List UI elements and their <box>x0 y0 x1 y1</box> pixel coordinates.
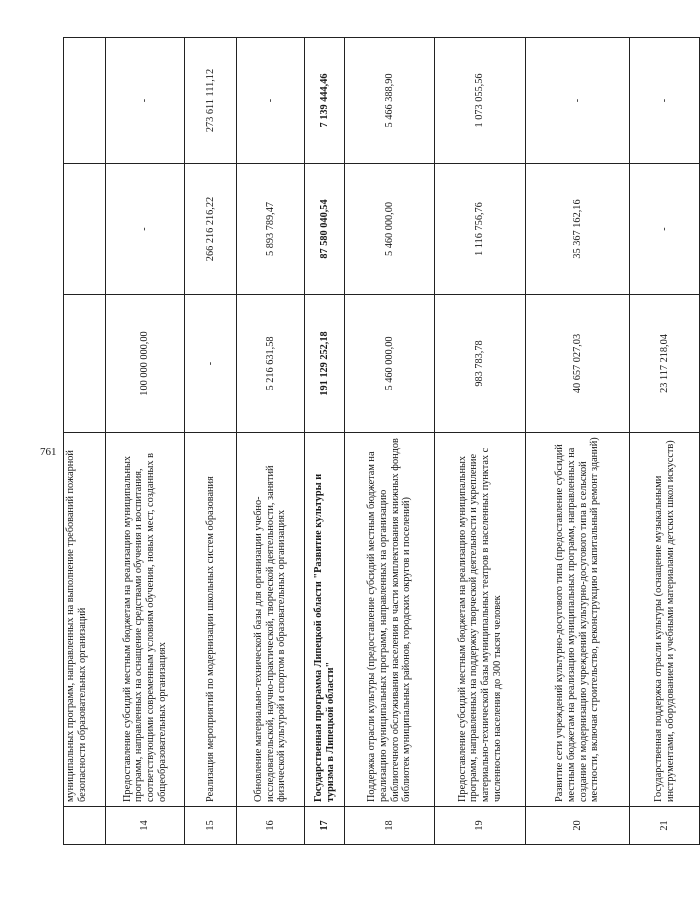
row-value-2: - <box>106 164 185 295</box>
row-value-3: - <box>237 38 305 164</box>
row-value-2: 5 460 000,00 <box>345 164 435 295</box>
row-value-3: 5 466 388,90 <box>345 38 435 164</box>
row-value-3: 273 611 111,12 <box>185 38 237 164</box>
row-name: муниципальных программ, направленных на выполнение требований пожарной безопасности образовательных организаций <box>64 433 106 807</box>
row-value-1: 100 000 000,00 <box>106 295 185 433</box>
row-number: 19 <box>435 807 526 845</box>
row-number <box>64 807 106 845</box>
row-number: 20 <box>526 807 630 845</box>
row-value-1: 983 783,78 <box>435 295 526 433</box>
table-row <box>305 38 345 845</box>
row-value-1: - <box>185 295 237 433</box>
row-value-1: 5 460 000,00 <box>345 295 435 433</box>
row-name: Поддержка отрасли культуры (предоставление субсидий местным бюджетам на реализацию муниципальных программ, направленных на организацию библиотечного обслуживания населения в части комплектования книжных фондов библиотек муниципальных районов, городских округов и поселений) <box>345 433 435 807</box>
row-value-3 <box>64 38 106 164</box>
row-value-1: 191 129 252,18 <box>305 295 345 433</box>
table-row <box>237 38 305 845</box>
row-value-3: - <box>526 38 630 164</box>
row-name: Предоставление субсидий местным бюджетам на реализацию муниципальных программ, направленных на оснащение средствами обучения и воспитания, соответствующими современным условиям обучения, новых мест, созданных в общеобразовательных организациях <box>106 433 185 807</box>
row-name: Обновление материально-технической базы для организации учебно-исследовательской, научно-практической, творческой деятельности, занятий физической культурой и спортом в образовательных организациях <box>237 433 305 807</box>
row-number: 21 <box>630 807 700 845</box>
row-number: 16 <box>237 807 305 845</box>
row-value-2: - <box>630 164 700 295</box>
row-value-3: - <box>106 38 185 164</box>
rotated-table-container <box>63 38 676 845</box>
row-number: 18 <box>345 807 435 845</box>
row-value-1: 5 216 631,58 <box>237 295 305 433</box>
row-number: 14 <box>106 807 185 845</box>
row-value-2 <box>64 164 106 295</box>
row-value-1 <box>64 295 106 433</box>
row-value-3: 1 073 055,56 <box>435 38 526 164</box>
row-value-2: 5 893 789,47 <box>237 164 305 295</box>
row-value-1: 23 117 218,04 <box>630 295 700 433</box>
row-name: Государственная поддержка отрасли культуры (оснащение музыкальными инструментами, оборудованием и учебными материалами детских школ искусств) <box>630 433 700 807</box>
budget-table-body <box>64 38 700 845</box>
row-number: 17 <box>305 807 345 845</box>
row-number: 15 <box>185 807 237 845</box>
row-value-2: 266 216 216,22 <box>185 164 237 295</box>
table-row <box>526 38 630 845</box>
row-name: Государственная программа Липецкой области "Развитие культуры и туризма в Липецкой области" <box>305 433 345 807</box>
page-number: 761 <box>40 446 57 458</box>
row-value-3: - <box>630 38 700 164</box>
row-value-2: 87 580 040,54 <box>305 164 345 295</box>
table-row <box>630 38 700 845</box>
table-row <box>185 38 237 845</box>
row-name: Предоставление субсидий местным бюджетам на реализацию муниципальных программ, направленных на поддержку творческой деятельности и укрепление материально-технической базы муниципальных театров в населенных пунктах с численностью населения до 300 тысяч человек <box>435 433 526 807</box>
row-value-2: 35 367 162,16 <box>526 164 630 295</box>
table-row <box>64 38 106 845</box>
table-row <box>435 38 526 845</box>
row-value-1: 40 657 027,03 <box>526 295 630 433</box>
table-row <box>106 38 185 845</box>
row-name: Развитие сети учреждений культурно-досугового типа (предоставление субсидий местным бюджетам на реализацию муниципальных программ, направленных на создание и модернизацию учреждений культурно-досугового типа в сельской местности, включая строительство, реконструкцию и капитальный ремонт зданий) <box>526 433 630 807</box>
table-row <box>345 38 435 845</box>
row-value-2: 1 116 756,76 <box>435 164 526 295</box>
row-value-3: 7 139 444,46 <box>305 38 345 164</box>
row-name: Реализация мероприятий по модернизации школьных систем образования <box>185 433 237 807</box>
budget-table <box>63 37 700 845</box>
